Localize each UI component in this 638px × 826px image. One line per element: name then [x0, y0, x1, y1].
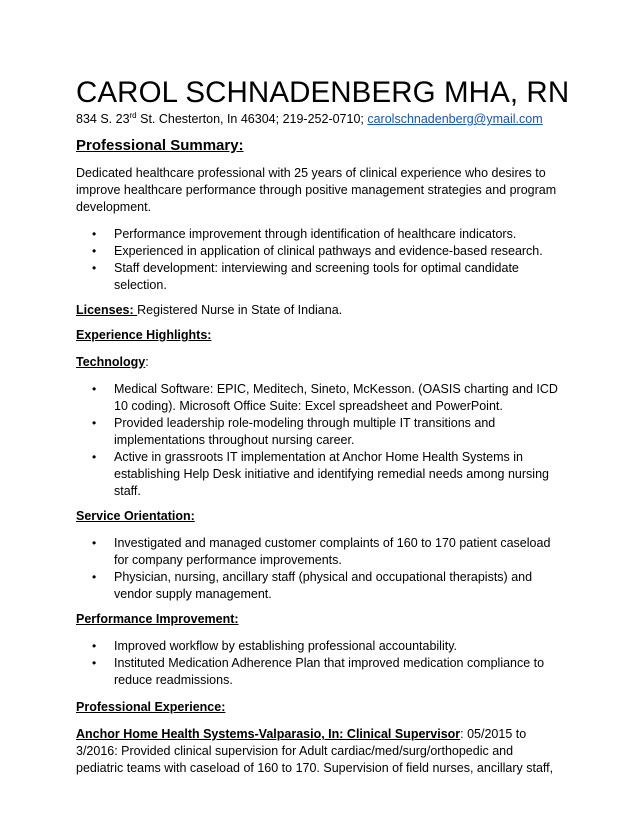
summary-list	[76, 226, 562, 294]
technology-colon: :	[145, 355, 149, 369]
list-item: • Improved workflow by establishing professional accountability.	[114, 638, 562, 655]
professional-experience-heading: Professional Experience:	[76, 700, 226, 714]
list-item: • Experienced in application of clinical pathways and evidence-based research.	[114, 243, 562, 260]
performance-list	[76, 638, 562, 689]
experience-highlights-heading: Experience Highlights:	[76, 328, 212, 342]
licenses-text: Registered Nurse in State of Indiana.	[137, 303, 343, 317]
resume-page	[76, 76, 570, 777]
technology-heading: Technology	[76, 355, 146, 369]
address-ordinal-suffix: rd	[129, 110, 137, 120]
performance-heading: Performance Improvement:	[76, 612, 239, 626]
list-item: • Medical Software: EPIC, Meditech, Sineto, McKesson. (OASIS charting and ICD 10 coding). Microsoft Office Suite: Excel spreadsheet and PowerPoint.	[114, 381, 562, 415]
list-item: • Physician, nursing, ancillary staff (physical and occupational therapists) and vendor supply management.	[114, 569, 562, 603]
list-item: • Instituted Medication Adherence Plan that improved medication compliance to reduce readmissions.	[114, 655, 562, 689]
licenses-label: Licenses:	[76, 303, 138, 317]
technology-list	[76, 381, 562, 500]
list-item: • Active in grassroots IT implementation at Anchor Home Health Systems in establishing Help Desk initiative and identifying remedial needs among nursing staff.	[114, 449, 562, 500]
list-item: • Investigated and managed customer complaints of 160 to 170 patient caseload for company performance improvements.	[114, 535, 562, 569]
summary-text: Dedicated healthcare professional with 25 years of clinical experience who desires to improve healthcare performance through positive management strategies and program development.	[76, 166, 557, 214]
list-item: • Provided leadership role-modeling through multiple IT transitions and implementations throughout nursing career.	[114, 415, 562, 449]
address-rest: St. Chesterton, In 46304; 219-252-0710;	[136, 112, 368, 126]
email-link[interactable]: carolschnadenberg@ymail.com	[367, 112, 543, 126]
technology-heading-line	[76, 354, 562, 371]
address-start: 834 S. 23	[76, 112, 130, 126]
licenses-line	[76, 302, 562, 319]
contact-line	[76, 111, 562, 127]
service-list	[76, 535, 562, 603]
candidate-name: CAROL SCHNADENBERG MHA, RN	[76, 76, 570, 109]
list-item: • Performance improvement through identification of healthcare indicators.	[114, 226, 562, 243]
job-description: : 05/2015 to 3/2016: Provided clinical supervision for Adult cardiac/med/surg/orthopedic and pediatric teams with caseload of 160 to 170. Supervision of field nurses, ancillary staff,	[76, 727, 554, 775]
job-title: Anchor Home Health Systems-Valparasio, In: Clinical Supervisor	[76, 727, 461, 741]
list-item: • Staff development: interviewing and screening tools for optimal candidate selection.	[114, 260, 562, 294]
service-heading: Service Orientation:	[76, 509, 195, 523]
job-entry	[76, 726, 562, 777]
summary-heading: Professional Summary:	[76, 137, 244, 154]
